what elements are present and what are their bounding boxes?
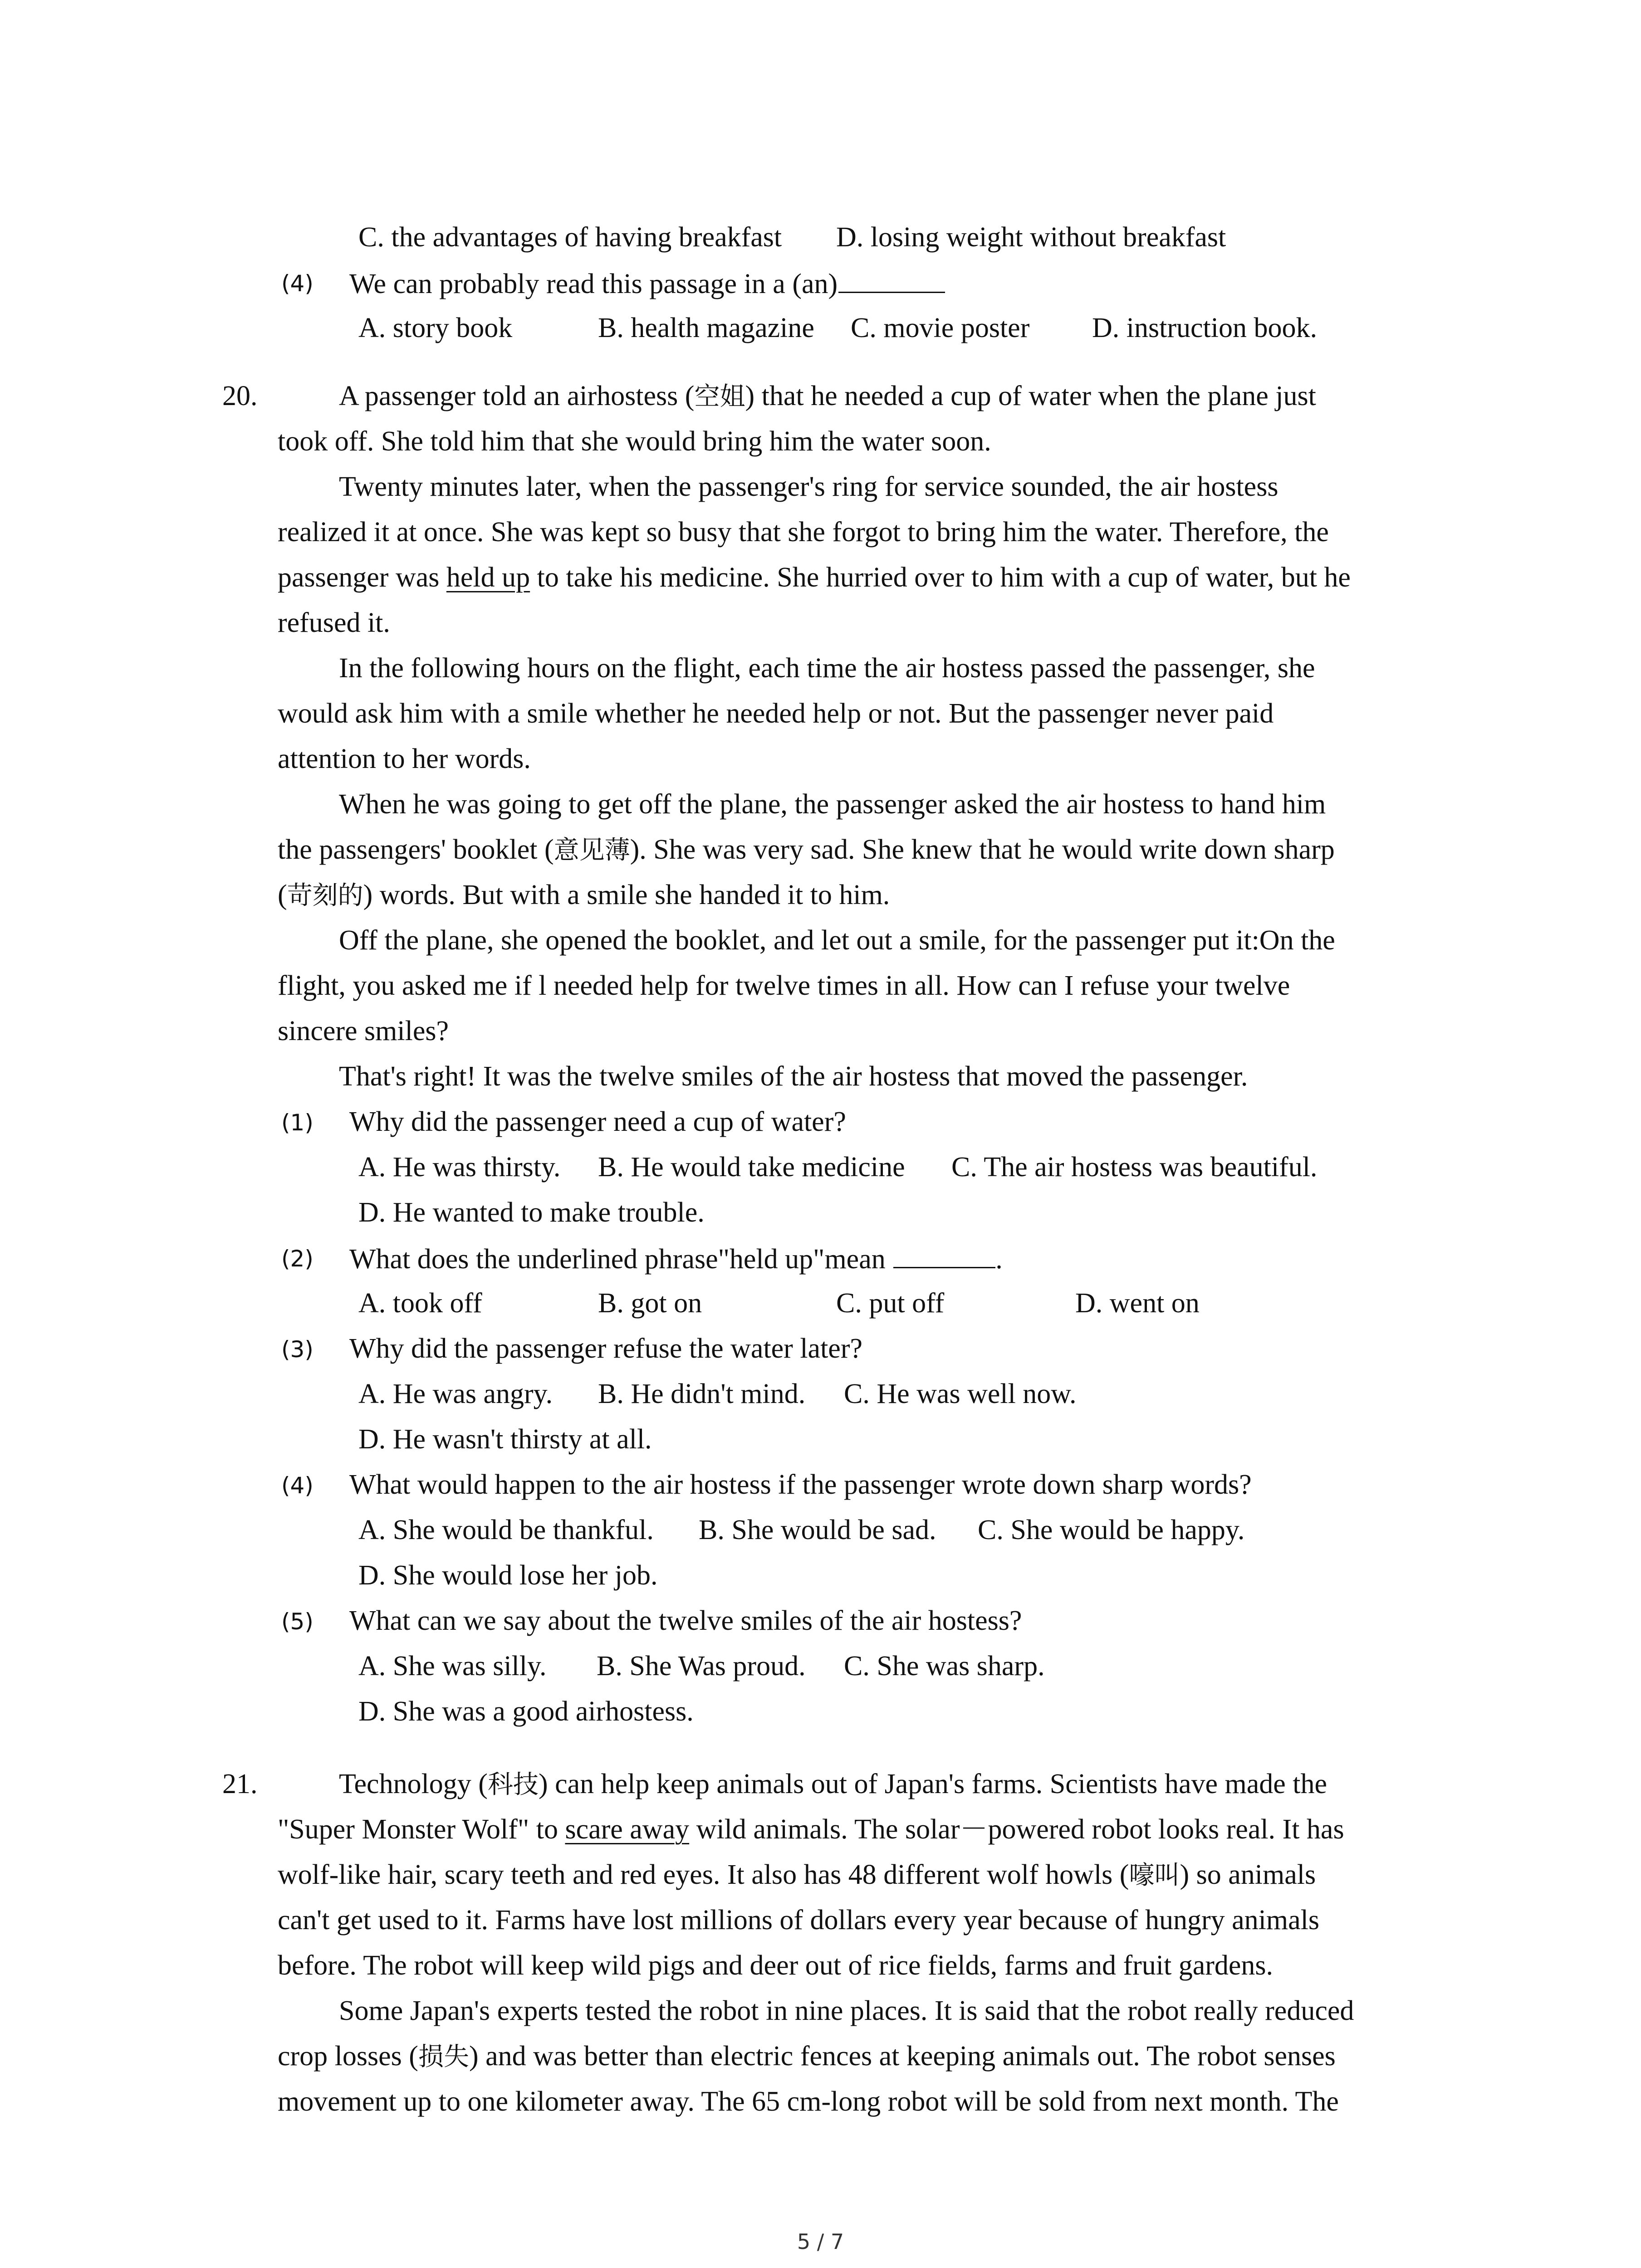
answer-blank <box>838 264 945 293</box>
q21-passage-line: wolf-like hair, scary teeth and red eyes. It also has 48 different wolf howls (嚎叫) so animals <box>278 1859 1316 1890</box>
q20-sub3-option-a: A. He was angry. <box>358 1378 553 1409</box>
q20-sub5-option-a: A. She was silly. <box>358 1651 547 1681</box>
q20-sub2-option-a: A. took off <box>358 1288 482 1319</box>
q21-passage-line: Some Japan's experts tested the robot in nine places. It is said that the robot really reduced <box>339 1995 1354 2026</box>
q19-sub4-option-c: C. movie poster <box>851 313 1030 343</box>
q20-sub1-number: (1) <box>281 1110 314 1136</box>
q20-passage-line: took off. She told him that she would bring him the water soon. <box>278 426 991 457</box>
page-number: 5 / 7 <box>797 2229 844 2254</box>
q20-passage-line: passenger was held up to take his medicine. She hurried over to him with a cup of water, but he <box>278 562 1351 593</box>
q21-passage-line: can't get used to it. Farms have lost millions of dollars every year because of hungry animals <box>278 1905 1319 1936</box>
underlined-phrase: held up <box>446 562 530 593</box>
q20-sub5-number: (5) <box>281 1608 314 1635</box>
q20-sub3-question: Why did the passenger refuse the water later? <box>349 1333 862 1364</box>
q21-number: 21. <box>222 1769 258 1799</box>
q20-sub1-option-b: B. He would take medicine <box>598 1152 905 1183</box>
q20-sub5-option-c: C. She was sharp. <box>844 1651 1045 1681</box>
q19-sub4-option-b: B. health magazine <box>598 313 814 343</box>
q20-passage-line: That's right! It was the twelve smiles of the air hostess that moved the passenger. <box>339 1061 1248 1092</box>
q19-sub4-option-a: A. story book <box>358 313 513 343</box>
q20-passage-line: In the following hours on the flight, each time the air hostess passed the passenger, she <box>339 653 1315 684</box>
q19-sub4-question: We can probably read this passage in a (an) <box>349 264 945 301</box>
q20-sub4-option-d: D. She would lose her job. <box>358 1560 658 1591</box>
q19-option-d: D. losing weight without breakfast <box>836 222 1226 253</box>
q20-sub1-option-a: A. He was thirsty. <box>358 1152 561 1183</box>
q20-sub5-question: What can we say about the twelve smiles of the air hostess? <box>349 1605 1022 1636</box>
underlined-phrase: scare away <box>565 1814 690 1845</box>
q19-option-c: C. the advantages of having breakfast <box>358 222 782 253</box>
q20-number: 20. <box>222 381 258 411</box>
q21-passage-line: movement up to one kilometer away. The 65 cm-long robot will be sold from next month. The <box>278 2086 1339 2117</box>
q20-sub4-option-c: C. She would be happy. <box>978 1515 1245 1545</box>
q20-sub2-question: What does the underlined phrase"held up"mean . <box>349 1240 1003 1276</box>
q21-passage-line: before. The robot will keep wild pigs and deer out of rice fields, farms and fruit gardens. <box>278 1950 1274 1981</box>
q20-sub4-option-b: B. She would be sad. <box>699 1515 936 1545</box>
q20-sub1-question: Why did the passenger need a cup of water? <box>349 1106 846 1137</box>
q20-passage-line: When he was going to get off the plane, the passenger asked the air hostess to hand him <box>339 789 1326 820</box>
q20-passage-line: Off the plane, she opened the booklet, and let out a smile, for the passenger put it:On the <box>339 925 1335 956</box>
q20-passage-line: (苛刻的) words. But with a smile she handed it to him. <box>278 880 890 910</box>
q21-passage-line: "Super Monster Wolf" to scare away wild animals. The solar－powered robot looks real. It has <box>278 1814 1344 1845</box>
q20-sub4-number: (4) <box>281 1472 314 1499</box>
q20-sub4-question: What would happen to the air hostess if the passenger wrote down sharp words? <box>349 1469 1252 1500</box>
q20-sub2-option-c: C. put off <box>836 1288 945 1319</box>
q20-sub3-option-c: C. He was well now. <box>844 1378 1077 1409</box>
q20-passage-line: Twenty minutes later, when the passenger's ring for service sounded, the air hostess <box>339 471 1279 502</box>
q20-sub2-number: (2) <box>281 1246 314 1272</box>
q20-sub5-option-d: D. She was a good airhostess. <box>358 1696 694 1727</box>
q20-passage-line: would ask him with a smile whether he needed help or not. But the passenger never paid <box>278 698 1274 729</box>
q19-sub4-option-d: D. instruction book. <box>1092 313 1317 343</box>
q20-sub5-option-b: B. She Was proud. <box>597 1651 806 1681</box>
q21-passage-line: Technology (科技) can help keep animals out of Japan's farms. Scientists have made the <box>339 1769 1327 1799</box>
q20-sub2-option-b: B. got on <box>598 1288 702 1319</box>
q20-passage-line: sincere smiles? <box>278 1016 449 1046</box>
q20-passage-line: the passengers' booklet (意见薄). She was very sad. She knew that he would write down sharp <box>278 834 1335 865</box>
q21-passage-line: crop losses (损失) and was better than electric fences at keeping animals out. The robot senses <box>278 2041 1336 2072</box>
q19-sub4-number: (4) <box>281 270 314 297</box>
q20-sub1-option-d: D. He wanted to make trouble. <box>358 1197 705 1228</box>
q20-passage-line: A passenger told an airhostess (空姐) that he needed a cup of water when the plane just <box>339 381 1316 411</box>
answer-blank <box>893 1240 995 1268</box>
q20-passage-line: flight, you asked me if l needed help for twelve times in all. How can I refuse your twelve <box>278 970 1290 1001</box>
q20-sub3-option-b: B. He didn't mind. <box>598 1378 806 1409</box>
q20-sub1-option-c: C. The air hostess was beautiful. <box>951 1152 1318 1183</box>
q20-sub3-option-d: D. He wasn't thirsty at all. <box>358 1424 652 1455</box>
q20-sub4-option-a: A. She would be thankful. <box>358 1515 654 1545</box>
q20-passage-line: attention to her words. <box>278 743 531 774</box>
q20-passage-line: realized it at once. She was kept so busy that she forgot to bring him the water. Therefore, the <box>278 517 1329 547</box>
q20-sub3-number: (3) <box>281 1336 314 1363</box>
q20-sub2-option-d: D. went on <box>1075 1288 1200 1319</box>
q20-passage-line: refused it. <box>278 607 390 638</box>
